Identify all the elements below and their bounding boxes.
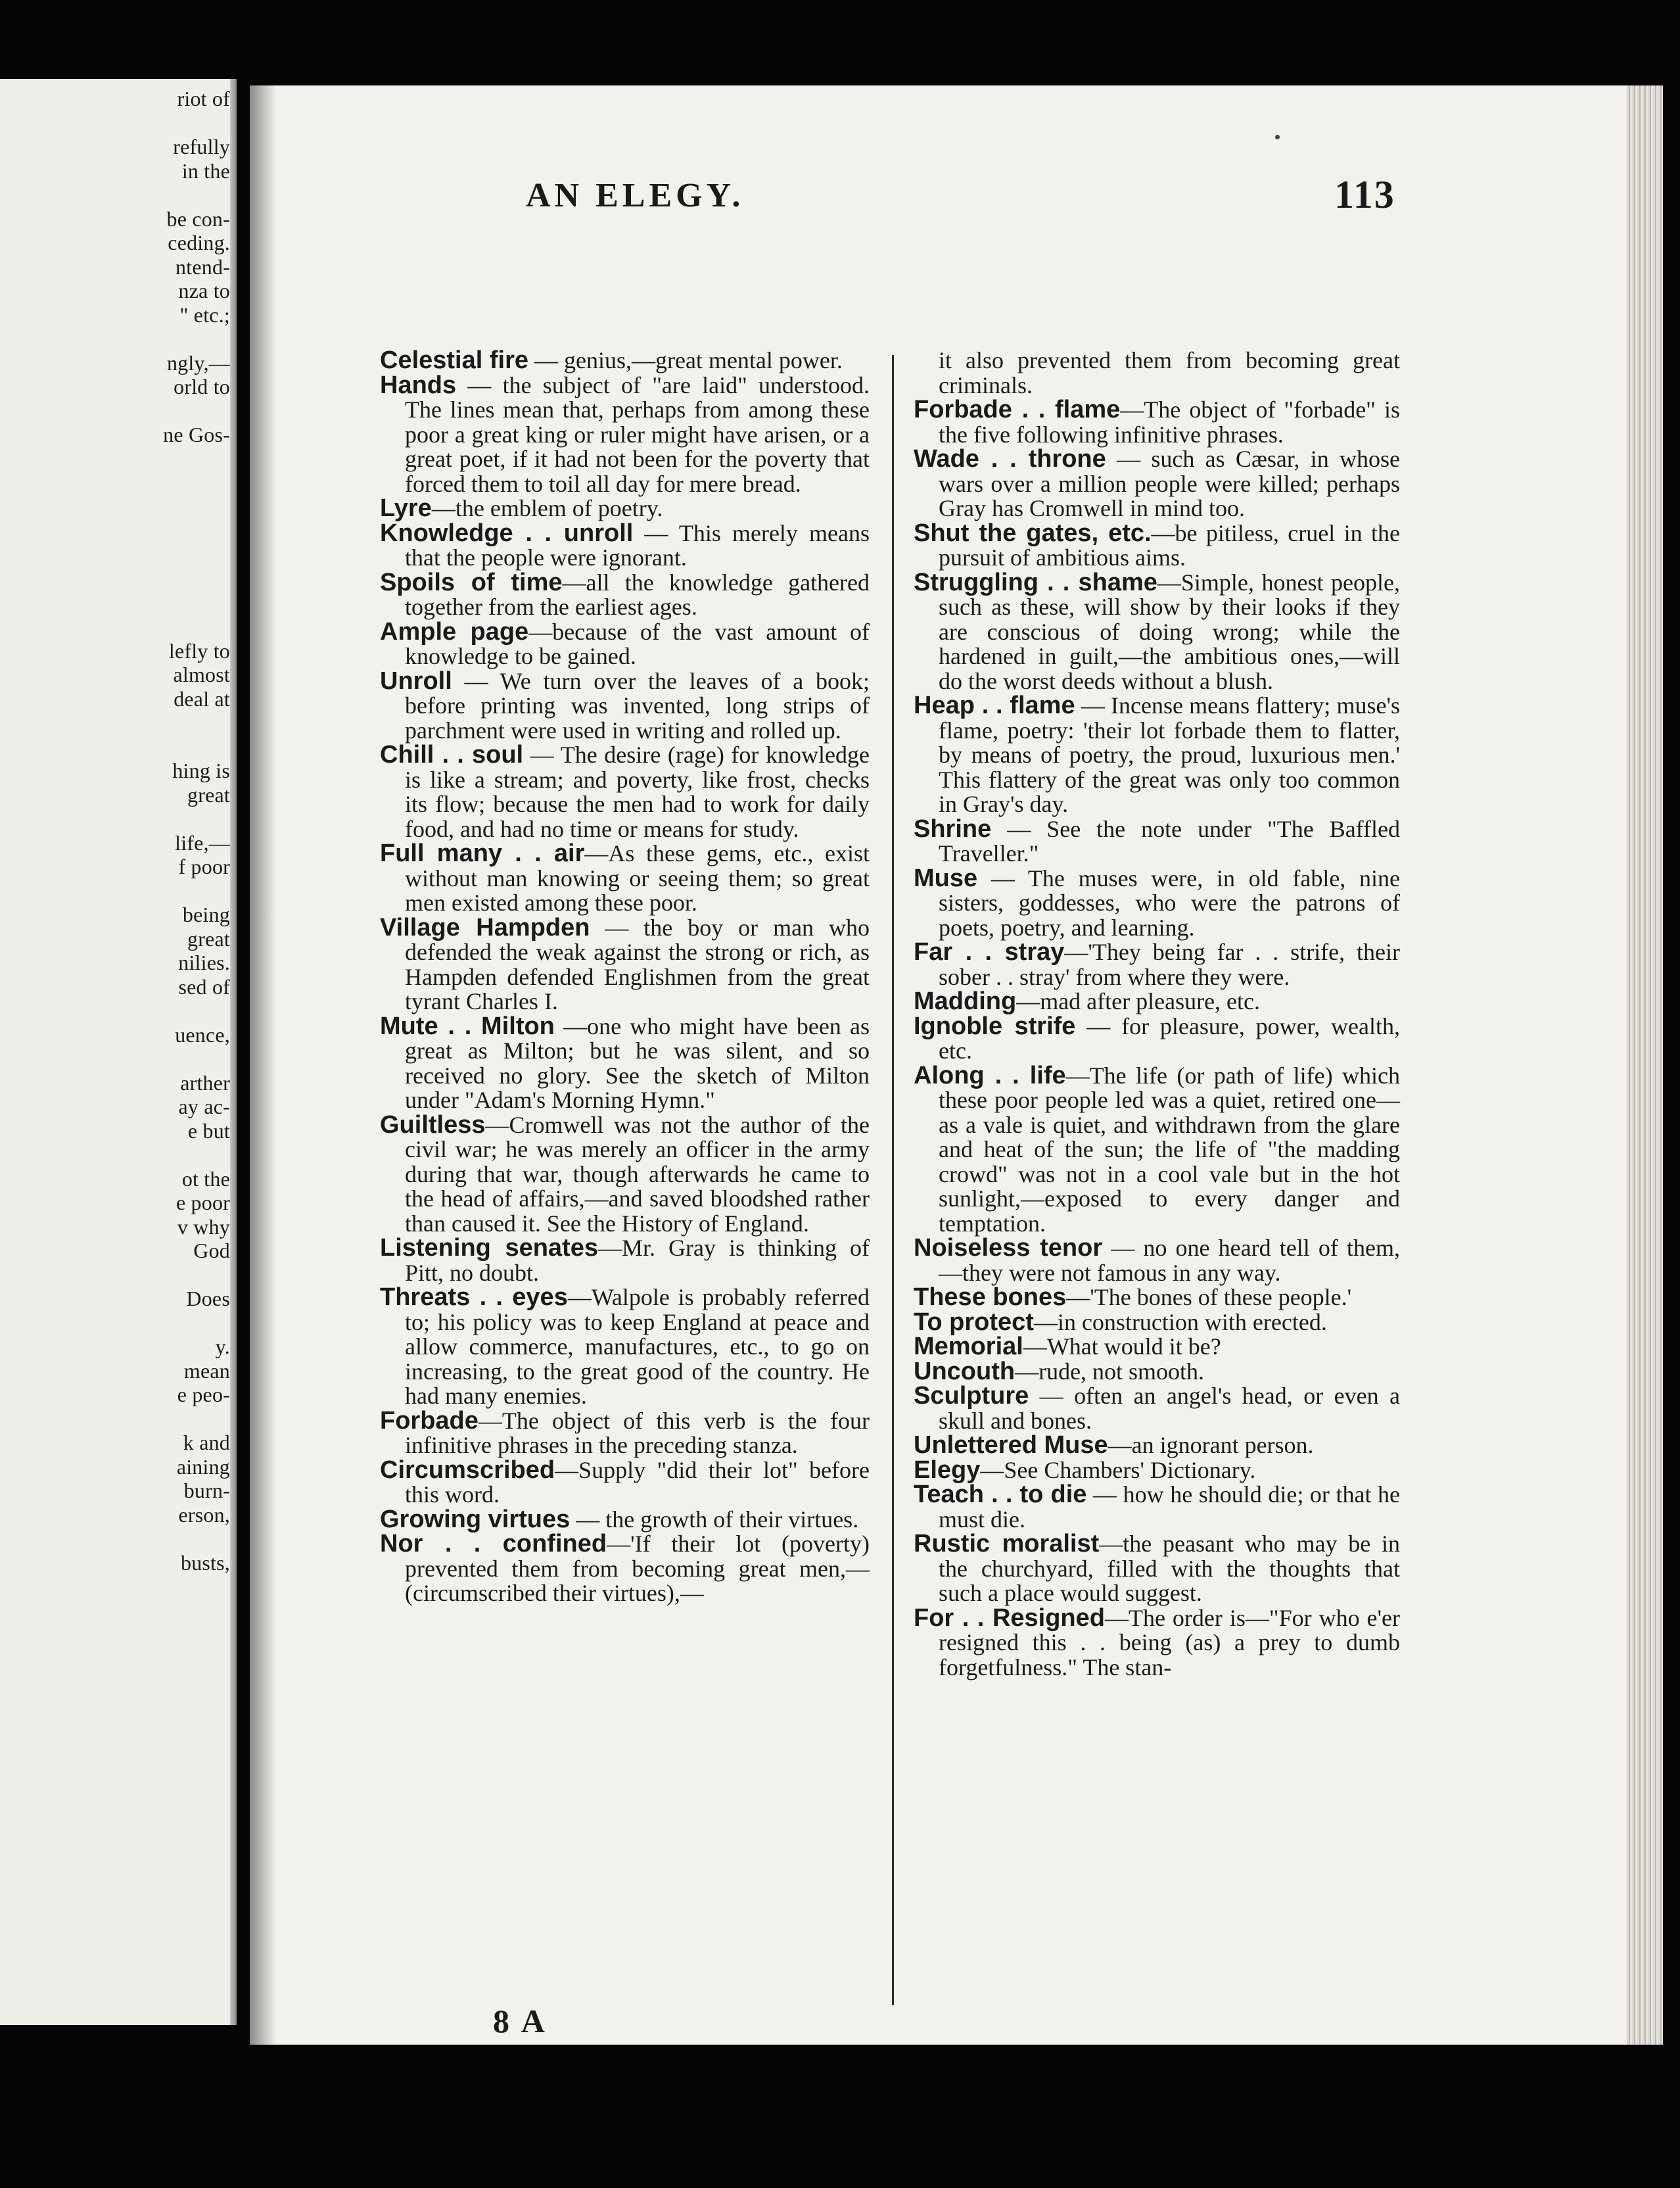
- entry-term: Nor . . confined: [380, 1530, 607, 1558]
- facing-page-line: ceding.: [168, 231, 230, 254]
- glossary-entry: [914, 398, 1400, 447]
- entry-definition: —As these gems, etc., exist without man knowing or seeing them; so great men existed among these poor.: [405, 840, 870, 916]
- entry-definition: —'They being far . . strife, their sober . . stray' from where they were.: [939, 939, 1400, 990]
- entry-definition: —The order is—"For who e'er resigned this . . being (as) a prey to dumb forgetfulness." The stan-: [939, 1604, 1400, 1680]
- facing-page-line: God: [193, 1239, 230, 1262]
- entry-definition: —'If their lot (poverty) prevented them from becoming great men,—(circumscribed their virtues),—: [405, 1531, 870, 1606]
- entry-definition: —all the knowledge gathered together from the earliest ages.: [405, 569, 870, 620]
- entry-definition: — how he should die; or that he must die.: [939, 1481, 1401, 1533]
- facing-page-line: in the: [181, 158, 230, 183]
- glossary-entry: [914, 1310, 1400, 1335]
- glossary-entry: [380, 348, 870, 373]
- entry-term: These bones: [914, 1283, 1067, 1311]
- signature-mark: 8 A: [493, 2003, 548, 2039]
- facing-page-line: almost: [173, 663, 230, 686]
- glossary-entry: [380, 1532, 870, 1606]
- entry-term: Hands: [380, 371, 457, 399]
- entry-definition: —be pitiless, cruel in the pursuit of ambitious aims.: [939, 519, 1400, 571]
- entry-term: Knowledge . . unroll: [380, 519, 634, 547]
- entry-definition: —because of the vast amount of knowledge to be gained.: [405, 618, 870, 669]
- facing-page-line: burn-: [183, 1479, 230, 1502]
- facing-page-line: " etc.;: [179, 302, 230, 327]
- glossary-entry: [380, 1110, 870, 1237]
- entry-definition: —rude, not smooth.: [1015, 1358, 1205, 1385]
- glossary-entry: [914, 1458, 1400, 1483]
- facing-page-line: nilies.: [178, 951, 230, 974]
- facing-page-line: refully: [173, 135, 230, 158]
- facing-page-line: hing is: [172, 759, 230, 782]
- facing-page-line: ay ac-: [178, 1095, 230, 1118]
- entry-term: Circumscribed: [380, 1456, 555, 1484]
- entry-definition: —Mr. Gray is thinking of Pitt, no doubt.: [405, 1235, 870, 1286]
- facing-page-line: erson,: [178, 1502, 230, 1527]
- glossary-entry: [914, 1285, 1400, 1310]
- facing-page-line: e peo-: [177, 1383, 230, 1406]
- glossary-entry: [914, 1433, 1400, 1458]
- glossary-entry: [914, 864, 1400, 941]
- entry-term: Celestial fire: [380, 346, 528, 374]
- entry-term: Growing virtues: [380, 1505, 571, 1533]
- facing-page-line: orld to: [174, 375, 230, 398]
- entry-definition: —The object of "forbade" is the five following infinitive phrases.: [939, 396, 1400, 448]
- glossary-entry: [380, 1505, 870, 1533]
- glossary-entry: [380, 669, 870, 744]
- facing-page-line: f poor: [178, 855, 230, 878]
- entry-term: For . . Resigned: [914, 1604, 1105, 1632]
- facing-page-line: ot the: [181, 1166, 230, 1191]
- facing-page-line: nza to: [178, 279, 230, 302]
- page-number: 113: [1334, 173, 1395, 216]
- entry-term: Ample page: [380, 617, 529, 646]
- facing-page-line: sed of: [178, 974, 230, 999]
- facing-page-line: deal at: [174, 686, 230, 711]
- entry-term: Sculpture: [914, 1382, 1029, 1410]
- entry-term: Lyre: [380, 494, 432, 522]
- glossary-entry: [380, 1458, 870, 1508]
- glossary-entry: [380, 617, 870, 669]
- glossary-entry: [380, 1014, 870, 1113]
- glossary-column-right: [914, 348, 1400, 1680]
- entry-term: Chill . . soul: [380, 741, 524, 769]
- facing-page-line: busts,: [181, 1550, 230, 1575]
- page-stack-edge: [1627, 85, 1663, 2045]
- glossary-entry: [914, 1384, 1400, 1433]
- paper-speck: [1275, 135, 1280, 139]
- entry-definition: —one who might have been as great as Milton; but he was silent, and so received no glory. See the sketch of Milton under "Adam's Morning Hymn.": [405, 1012, 870, 1113]
- facing-page-line: e poor: [175, 1191, 230, 1214]
- glossary-entries-right: [914, 398, 1400, 1680]
- entry-term: Shut the gates, etc.: [914, 519, 1152, 547]
- entry-definition: —Supply "did their lot" before this word.: [405, 1456, 870, 1508]
- glossary-entry: [914, 1335, 1400, 1360]
- entry-definition: — such as Cæsar, in whose wars over a million people were killed; perhaps Gray has Cromwell in mind too.: [939, 446, 1400, 521]
- glossary-entry: [380, 1406, 870, 1458]
- column-rule: [892, 355, 894, 2005]
- glossary-entry: [380, 373, 870, 497]
- facing-page-line: ntend-: [175, 254, 230, 279]
- entry-definition: — for pleasure, power, wealth, etc.: [939, 1012, 1400, 1064]
- entry-term: Mute . . Milton: [380, 1012, 555, 1040]
- entry-definition: —See Chambers' Dictionary.: [980, 1456, 1256, 1483]
- entry-definition: — the growth of their virtues.: [570, 1506, 859, 1533]
- entry-term: Rustic moralist: [914, 1530, 1100, 1558]
- entry-definition: — We turn over the leaves of a book; before printing was invented, long strips of parchment were used in writing and rolled up.: [405, 667, 870, 744]
- facing-page-line: being: [182, 903, 230, 926]
- entry-definition: —Cromwell was not the author of the civil war; he was merely an officer in the army during that war, though afterwards he came to the head of affairs,—and saved bloodshed rather than caused it. See the History of England.: [405, 1111, 870, 1237]
- entry-definition: — genius,—great mental power.: [528, 347, 843, 373]
- facing-page-line: y.: [215, 1335, 230, 1358]
- entry-definition: — See the note under "The Baffled Traveller.": [939, 815, 1400, 867]
- continued-entry-text: it also prevented them from becoming great criminals.: [939, 347, 1400, 398]
- facing-page-line: uence,: [175, 1022, 230, 1047]
- entry-term: Spoils of time: [380, 568, 563, 596]
- entry-term: Struggling . . shame: [914, 568, 1157, 596]
- glossary-entry: [914, 521, 1400, 571]
- entry-definition: — The desire (rage) for knowledge is like a stream; and poverty, like frost, checks its flow; because the men had to work for daily food, and had no time or means for study.: [405, 742, 870, 842]
- entry-definition: —the peasant who may be in the churchyard, filled with the thoughts that such a place would suggest.: [939, 1531, 1400, 1606]
- facing-page-line: riot of: [177, 87, 230, 110]
- glossary-entry: [380, 743, 870, 842]
- glossary-entry: [914, 1061, 1400, 1237]
- entry-term: Elegy: [914, 1456, 981, 1484]
- entry-definition: —The object of this verb is the four infinitive phrases in the preceding stanza.: [405, 1407, 870, 1458]
- entry-definition: — the boy or man who defended the weak against the strong or rich, as Hampden defended Englishmen from the great tyrant Charles I.: [405, 914, 870, 1014]
- entry-definition: —an ignorant person.: [1108, 1432, 1314, 1458]
- entry-term: Heap . . flame: [914, 692, 1075, 719]
- facing-page-line: aining: [176, 1454, 230, 1479]
- facing-page-line: e but: [187, 1118, 230, 1143]
- glossary-entry: [380, 568, 870, 620]
- glossary-entry: [914, 694, 1400, 817]
- entry-term: Listening senates: [380, 1234, 598, 1262]
- glossary-entry: [914, 1014, 1400, 1064]
- glossary-entry: [914, 940, 1400, 989]
- entry-definition: — no one heard tell of them,—they were not famous in any way.: [939, 1235, 1400, 1286]
- entry-definition: —Walpole is probably referred to; his policy was to keep England at peace and allow commerce, manufactures, etc., to go on increasing, to the great good of the country. He had many enemies.: [405, 1284, 870, 1409]
- facing-page-line: great: [187, 926, 230, 951]
- entry-definition: —The life (or path of life) which these poor people led was a quiet, retired one—as a vale is quiet, and withdrawn from the glare and heat of the sun; the life of "the madding crowd" was not in a cool vale but in the hot sunlight,—exposed to every danger and temptation.: [939, 1062, 1400, 1237]
- entry-definition: —the emblem of poetry.: [431, 495, 663, 521]
- entry-term: Memorial: [914, 1333, 1023, 1360]
- entry-term: Madding: [914, 987, 1017, 1015]
- glossary-entry: [914, 1357, 1400, 1385]
- facing-page-line: ne Gos-: [163, 423, 230, 446]
- facing-page-line: k and: [183, 1431, 230, 1454]
- glossary-entry: [914, 1606, 1400, 1680]
- facing-page-line: v why: [177, 1214, 230, 1239]
- entry-term: To protect: [914, 1308, 1034, 1336]
- glossary-entry: [380, 842, 870, 916]
- entry-definition: —Simple, honest people, such as these, will show by their looks if they are conscious of doing wrong; while the hardened in guilt,—the ambitious ones,—will do the worst deeds without a blush.: [939, 569, 1400, 694]
- entry-term: Teach . . to die: [914, 1481, 1087, 1508]
- facing-page-line: life,—: [175, 830, 230, 855]
- glossary-entry: [914, 1483, 1400, 1532]
- glossary-entry: [380, 1236, 870, 1285]
- entry-definition: — Incense means flattery; muse's flame, poetry: 'their lot forbade them to flatter, by means of poetry, the proud, luxurious men.' This flattery of the great was only too common in Gray's day.: [939, 692, 1400, 817]
- glossary-entry: [380, 913, 870, 1014]
- entry-term: Forbade: [380, 1406, 478, 1435]
- running-head: AN ELEGY.: [526, 177, 745, 214]
- glossary-entry: [380, 521, 870, 571]
- entry-term: Shrine: [914, 815, 992, 843]
- facing-page-line: ngly,—: [166, 350, 230, 375]
- entry-definition: — The muses were, in old fable, nine sisters, goddesses, who were the patrons of poets, poetry, and learning.: [939, 865, 1400, 941]
- glossary-entry: [914, 1236, 1400, 1285]
- glossary-entry: [914, 1532, 1400, 1606]
- entry-term: Far . . stray: [914, 938, 1065, 966]
- entry-definition: — the subject of "are laid" understood. The lines mean that, perhaps from among these poor a great king or ruler might have arisen, or a great poet, if it had not been for the poverty that forced them to toil all day for mere bread.: [405, 371, 870, 497]
- gutter-shadow: [250, 85, 276, 2045]
- entry-definition: —in construction with erected.: [1033, 1308, 1327, 1335]
- entry-term: Ignoble strife: [914, 1012, 1076, 1040]
- facing-page-fragment: [0, 79, 237, 2025]
- entry-term: Along . . life: [914, 1061, 1066, 1089]
- facing-page-line: arther: [180, 1070, 230, 1095]
- glossary-entry: [914, 568, 1400, 694]
- entry-definition: —mad after pleasure, etc.: [1016, 988, 1261, 1014]
- entry-term: Muse: [914, 864, 978, 892]
- glossary-entry: [380, 1285, 870, 1409]
- entry-definition: — often an angel's head, or even a skull and bones.: [939, 1383, 1400, 1434]
- facing-page-line: mean: [183, 1358, 230, 1383]
- entry-definition: —What would it be?: [1023, 1333, 1221, 1360]
- entry-term: Village Hampden: [380, 913, 590, 941]
- facing-page-line: great: [187, 782, 230, 807]
- entry-term: Threats . . eyes: [380, 1283, 568, 1311]
- entry-term: Uncouth: [914, 1357, 1015, 1385]
- facing-page-edge: [230, 79, 237, 2025]
- entry-term: Guiltless: [380, 1110, 486, 1139]
- glossary-entry: [914, 817, 1400, 867]
- entry-definition: — This merely means that the people were ignorant.: [405, 519, 870, 571]
- glossary-entry: [914, 989, 1400, 1014]
- facing-page-line: Does: [186, 1287, 230, 1310]
- facing-page-line: be con-: [166, 206, 230, 231]
- glossary-entry: [914, 447, 1400, 521]
- entry-term: Unlettered Muse: [914, 1431, 1108, 1459]
- entry-term: Forbade . . flame: [914, 396, 1121, 423]
- facing-page-line: lefly to: [168, 638, 230, 663]
- glossary-entry: [380, 496, 870, 521]
- entry-term: Wade . . throne: [914, 445, 1106, 473]
- entry-term: Noiseless tenor: [914, 1234, 1103, 1262]
- entry-term: Unroll: [380, 667, 452, 695]
- entry-definition: —'The bones of these people.': [1066, 1284, 1352, 1310]
- entry-term: Full many . . air: [380, 840, 585, 867]
- glossary-column-left: [380, 348, 870, 1606]
